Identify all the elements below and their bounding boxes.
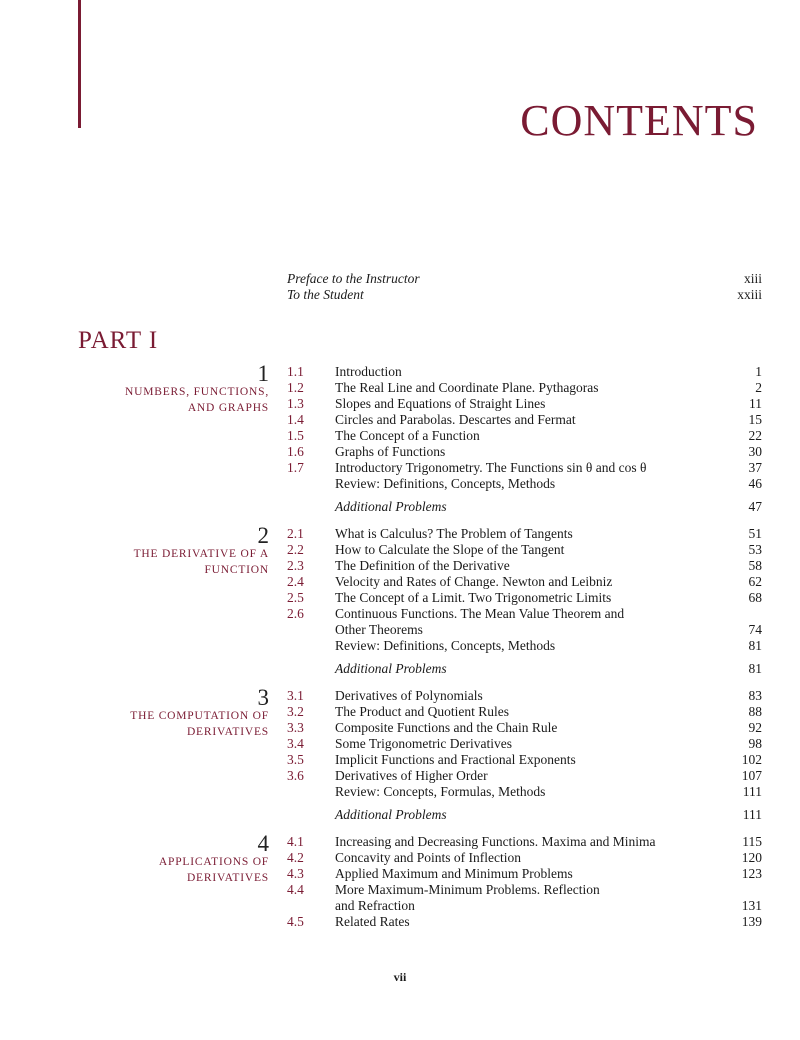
section-title: Increasing and Decreasing Functions. Maxima and Minima — [335, 834, 656, 849]
chapter-title: NUMBERS, FUNCTIONS, AND GRAPHS — [125, 386, 269, 414]
section-title: Velocity and Rates of Change. Newton and Leibniz — [335, 574, 613, 589]
part-heading: PART I — [78, 327, 159, 354]
front-matter-item[interactable] — [287, 287, 762, 303]
toc-entry[interactable] — [287, 364, 762, 380]
additional-problems-entry[interactable] — [287, 807, 762, 823]
section-title: The Concept of a Function — [335, 428, 480, 443]
section-number — [287, 476, 335, 492]
toc-entry[interactable] — [287, 720, 762, 736]
section-page: 1 — [755, 364, 762, 379]
section-number: 2.6 — [287, 606, 304, 621]
toc-entry[interactable] — [287, 688, 762, 704]
front-matter-label: To the Student — [287, 287, 364, 302]
additional-problems-page: 47 — [748, 499, 762, 514]
toc-entry[interactable] — [287, 784, 762, 800]
additional-problems-label: Additional Problems — [335, 499, 447, 514]
additional-problems-page: 81 — [748, 661, 762, 676]
section-page: 83 — [748, 688, 762, 703]
section-page: 46 — [748, 476, 762, 491]
toc-entry[interactable] — [287, 622, 762, 638]
section-title: More Maximum-Minimum Problems. Reflection — [335, 882, 600, 897]
section-page — [707, 606, 762, 622]
section-number: 2.4 — [287, 574, 304, 589]
chapter-title: APPLICATIONS OF DERIVATIVES — [158, 856, 269, 884]
section-list — [287, 834, 762, 930]
toc-entry[interactable] — [287, 768, 762, 784]
section-page: 88 — [748, 704, 762, 719]
section-number: 3.6 — [287, 768, 304, 783]
front-matter-label: Preface to the Instructor — [287, 271, 420, 286]
section-title: Implicit Functions and Fractional Exponents — [335, 752, 576, 767]
section-number — [287, 898, 335, 914]
section-list — [287, 364, 762, 515]
section-number: 2.1 — [287, 526, 304, 541]
section-title: Review: Definitions, Concepts, Methods — [335, 476, 556, 491]
section-page — [707, 882, 762, 898]
section-title: Some Trigonometric Derivatives — [335, 736, 512, 751]
section-number: 1.3 — [287, 396, 304, 411]
section-number: 3.4 — [287, 736, 304, 751]
section-number — [287, 784, 335, 800]
section-number: 4.3 — [287, 866, 304, 881]
front-matter-item[interactable] — [287, 271, 762, 287]
page-title: CONTENTS — [520, 96, 758, 145]
section-page: 62 — [748, 574, 762, 589]
section-title: Introductory Trigonometry. The Functions sin θ and cos θ — [335, 460, 647, 475]
chapter-heading — [80, 685, 269, 740]
toc-entry[interactable] — [287, 752, 762, 768]
toc-entry[interactable] — [287, 574, 762, 590]
toc-entry[interactable] — [287, 412, 762, 428]
page-number: vii — [393, 970, 407, 984]
additional-problems-label: Additional Problems — [335, 807, 447, 822]
section-number: 4.5 — [287, 914, 304, 929]
section-title: The Concept of a Limit. Two Trigonometric Limits — [335, 590, 612, 605]
section-title: and Refraction — [335, 898, 415, 913]
additional-problems-page: 111 — [742, 807, 762, 822]
section-number: 2.3 — [287, 558, 304, 573]
chapter-block — [0, 361, 800, 515]
chapter-block — [0, 685, 800, 823]
section-title: How to Calculate the Slope of the Tangent — [335, 542, 565, 557]
accent-bar — [78, 0, 81, 128]
front-matter-page: xxiii — [737, 287, 762, 302]
section-number: 1.4 — [287, 412, 304, 427]
toc-entry[interactable] — [287, 834, 762, 850]
section-title: Graphs of Functions — [335, 444, 446, 459]
section-title: Concavity and Points of Inflection — [335, 850, 521, 865]
section-page: 139 — [741, 914, 762, 929]
section-number: 3.2 — [287, 704, 304, 719]
section-page: 120 — [741, 850, 762, 865]
section-page: 81 — [748, 638, 762, 653]
chapter-title: THE COMPUTATION OF DERIVATIVES — [130, 710, 269, 738]
section-number: 3.1 — [287, 688, 304, 703]
toc-entry[interactable] — [287, 606, 762, 622]
section-number — [287, 622, 335, 638]
toc-entry[interactable] — [287, 704, 762, 720]
toc-entry[interactable] — [287, 590, 762, 606]
section-number: 3.5 — [287, 752, 304, 767]
section-title: Review: Concepts, Formulas, Methods — [335, 784, 546, 799]
section-page: 111 — [742, 784, 762, 799]
chapter-heading — [80, 831, 269, 886]
chapter-number: 3 — [257, 685, 269, 710]
additional-problems-label: Additional Problems — [335, 661, 447, 676]
section-page: 68 — [748, 590, 762, 605]
toc-entry[interactable] — [287, 882, 762, 898]
chapter-heading — [80, 523, 269, 578]
front-matter-page: xiii — [743, 271, 762, 286]
section-page: 22 — [748, 428, 762, 443]
toc-entry[interactable] — [287, 558, 762, 574]
section-page: 115 — [742, 834, 762, 849]
section-page: 107 — [741, 768, 762, 783]
section-number: 2.2 — [287, 542, 304, 557]
section-page: 53 — [748, 542, 762, 557]
section-number: 1.1 — [287, 364, 304, 379]
section-title: Derivatives of Higher Order — [335, 768, 488, 783]
section-number: 4.4 — [287, 882, 304, 897]
section-title: Derivatives of Polynomials — [335, 688, 483, 703]
additional-problems-entry[interactable] — [287, 499, 762, 515]
chapter-list — [0, 361, 800, 941]
section-list — [287, 688, 762, 823]
toc-entry[interactable] — [287, 736, 762, 752]
toc-entry[interactable] — [287, 444, 762, 460]
section-number: 4.1 — [287, 834, 304, 849]
section-number: 4.2 — [287, 850, 304, 865]
section-number: 1.6 — [287, 444, 304, 459]
toc-entry[interactable] — [287, 476, 762, 492]
front-matter — [287, 271, 762, 303]
section-page: 92 — [748, 720, 762, 735]
toc-entry[interactable] — [287, 542, 762, 558]
section-page: 51 — [748, 526, 762, 541]
section-page: 74 — [748, 622, 762, 637]
section-number: 1.7 — [287, 460, 304, 475]
chapter-block — [0, 831, 800, 930]
section-title: Applied Maximum and Minimum Problems — [335, 866, 573, 881]
section-title: The Real Line and Coordinate Plane. Pythagoras — [335, 380, 599, 395]
section-title: Review: Definitions, Concepts, Methods — [335, 638, 556, 653]
section-page: 2 — [755, 380, 762, 395]
toc-entry[interactable] — [287, 914, 762, 930]
section-list — [287, 526, 762, 677]
chapter-number: 1 — [257, 361, 269, 386]
section-page: 102 — [741, 752, 762, 767]
chapter-heading — [80, 361, 269, 416]
toc-entry[interactable] — [287, 380, 762, 396]
section-page: 15 — [748, 412, 762, 427]
toc-entry[interactable] — [287, 638, 762, 654]
toc-entry[interactable] — [287, 850, 762, 866]
toc-entry[interactable] — [287, 396, 762, 412]
section-page: 98 — [748, 736, 762, 751]
section-title: Introduction — [335, 364, 402, 379]
section-title: Continuous Functions. The Mean Value Theorem and — [335, 606, 625, 621]
section-number: 1.5 — [287, 428, 304, 443]
chapter-title: THE DERIVATIVE OF A FUNCTION — [133, 548, 269, 576]
section-title: The Definition of the Derivative — [335, 558, 510, 573]
section-title: Slopes and Equations of Straight Lines — [335, 396, 546, 411]
section-number: 1.2 — [287, 380, 304, 395]
toc-entry[interactable] — [287, 428, 762, 444]
section-number — [287, 638, 335, 654]
additional-problems-entry[interactable] — [287, 661, 762, 677]
toc-entry[interactable] — [287, 898, 762, 914]
section-title: Other Theorems — [335, 622, 423, 637]
section-title: What is Calculus? The Problem of Tangents — [335, 526, 573, 541]
toc-entry[interactable] — [287, 460, 762, 476]
section-title: Circles and Parabolas. Descartes and Fermat — [335, 412, 576, 427]
toc-entry[interactable] — [287, 526, 762, 542]
section-number: 3.3 — [287, 720, 304, 735]
section-page: 37 — [748, 460, 762, 475]
chapter-number: 2 — [257, 523, 269, 548]
section-page: 11 — [749, 396, 762, 411]
toc-entry[interactable] — [287, 866, 762, 882]
section-number-blank — [287, 499, 335, 515]
section-page: 58 — [748, 558, 762, 573]
section-number-blank — [287, 807, 335, 823]
section-number: 2.5 — [287, 590, 304, 605]
section-page: 30 — [748, 444, 762, 459]
chapter-block — [0, 523, 800, 677]
section-title: Composite Functions and the Chain Rule — [335, 720, 558, 735]
section-page: 131 — [741, 898, 762, 913]
section-page: 123 — [741, 866, 762, 881]
chapter-number: 4 — [257, 831, 269, 856]
section-title: The Product and Quotient Rules — [335, 704, 509, 719]
section-number-blank — [287, 661, 335, 677]
section-title: Related Rates — [335, 914, 410, 929]
